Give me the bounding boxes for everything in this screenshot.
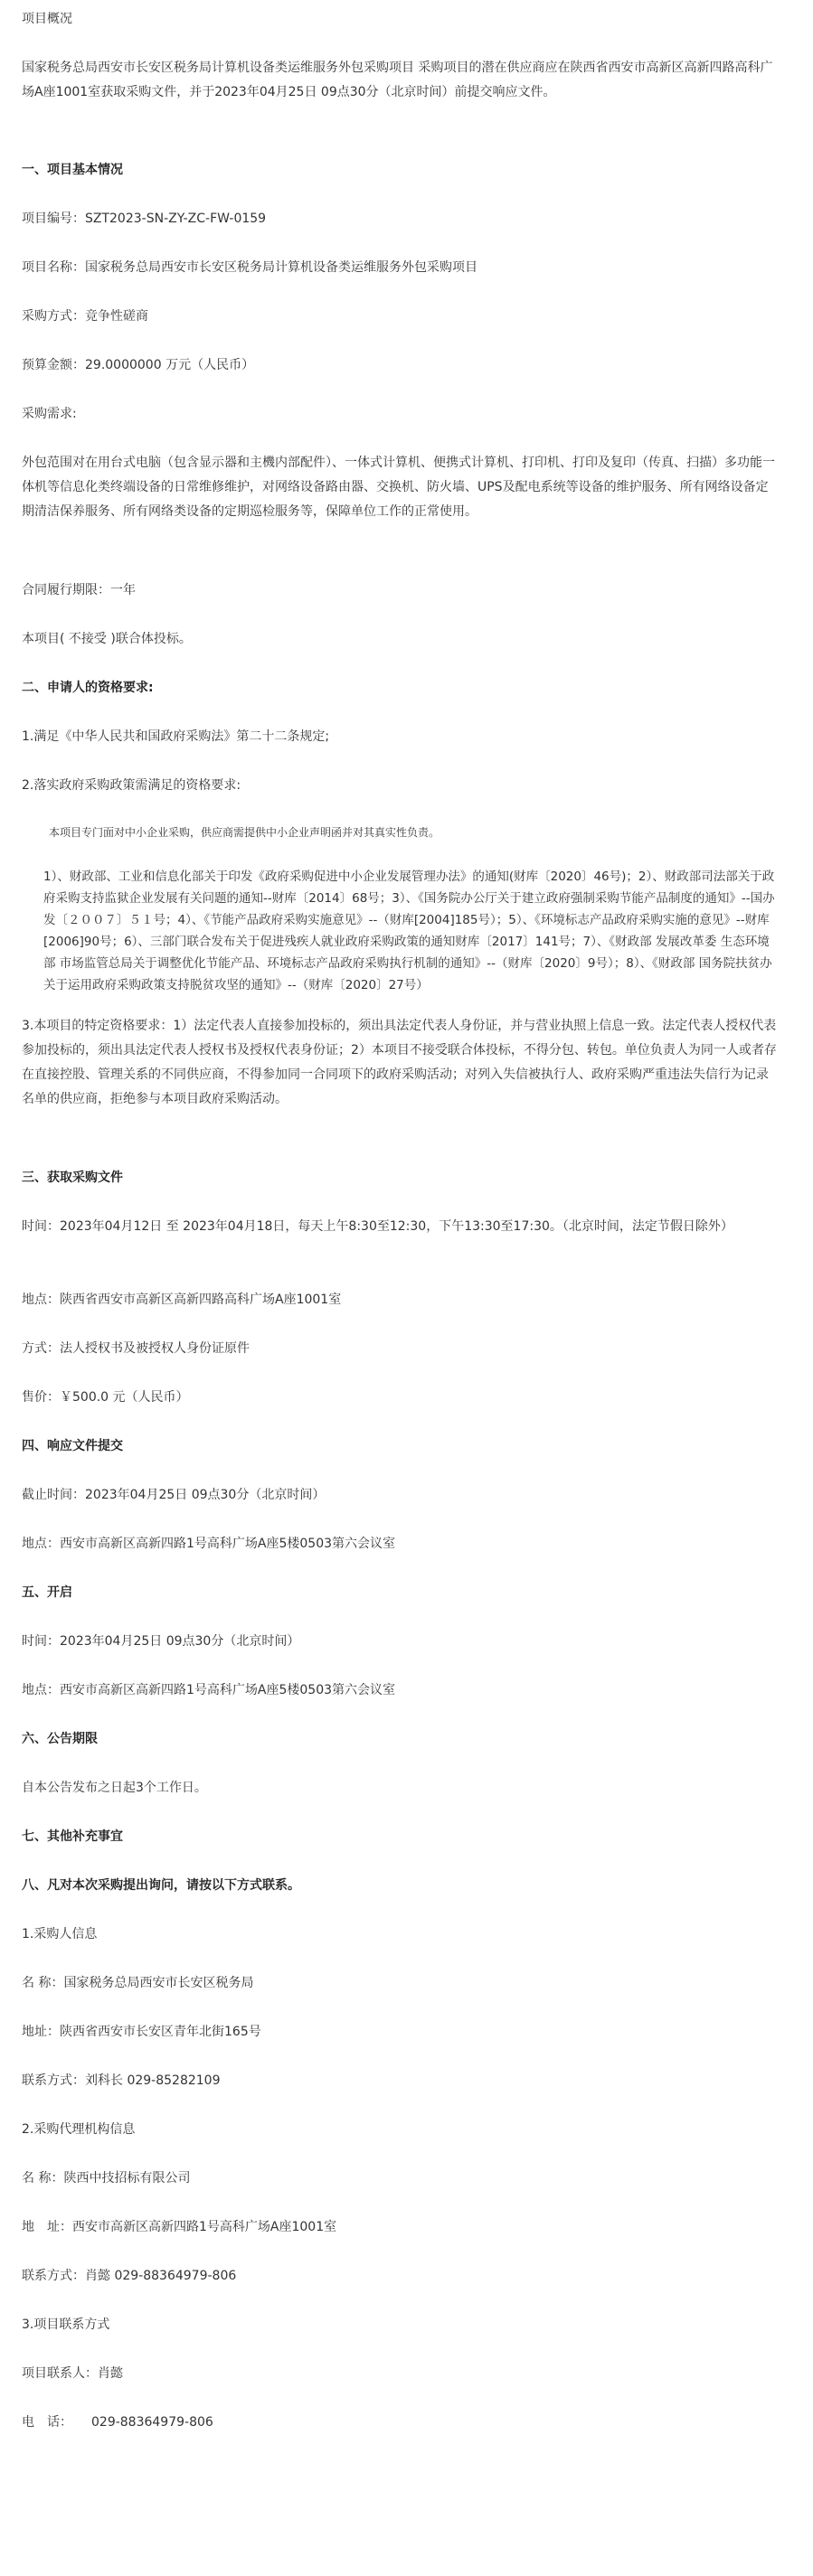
buyer-contact: 联系方式：刘科长 029-85282109 xyxy=(22,2073,221,2088)
project-name: 项目名称：国家税务总局西安市长安区税务局计算机设备类运维服务外包采购项目 xyxy=(22,260,477,275)
qualification-item-1: 1.满足《中华人民共和国政府采购法》第二十二条规定; xyxy=(22,729,330,744)
obtain-place: 地点：陕西省西安市高新区高新四路高科广场A座1001室 xyxy=(22,1293,342,1307)
submission-deadline: 截止时间：2023年04月25日 09点30分（北京时间） xyxy=(22,1488,326,1502)
sme-note: 本项目专门面对中小企业采购，供应商需提供中小企业声明函并对其真实性负责。 xyxy=(49,826,440,839)
buyer-heading: 1.采购人信息 xyxy=(22,1927,98,1941)
obtain-time: 时间：2023年04月12日 至 2023年04月18日，每天上午8:30至12:30，下午13:30至17:30。（北京时间，法定节假日除外） xyxy=(22,1219,733,1234)
document-price: 售价：￥500.0 元（人民币） xyxy=(22,1390,189,1405)
opening-time: 时间：2023年04月25日 09点30分（北京时间） xyxy=(22,1634,300,1649)
section-6-heading: 六、公告期限 xyxy=(22,1732,98,1746)
buyer-name: 名 称：国家税务总局西安市长安区税务局 xyxy=(22,1976,254,1990)
obtain-way: 方式：法人授权书及被授权人身份证原件 xyxy=(22,1341,250,1356)
project-contact-heading: 3.项目联系方式 xyxy=(22,2317,110,2332)
agency-contact: 联系方式：肖懿 029-88364979-806 xyxy=(22,2269,237,2283)
contract-period: 合同履行期限：一年 xyxy=(22,583,136,597)
qualification-item-2: 2.落实政府采购政策需满足的资格要求: xyxy=(22,778,241,793)
section-5-heading: 五、开启 xyxy=(22,1585,72,1600)
opening-place: 地点：西安市高新区高新四路1号高科广场A座5楼0503第六会议室 xyxy=(22,1683,396,1697)
agency-address: 地 址：西安市高新区高新四路1号高科广场A座1001室 xyxy=(22,2220,337,2234)
project-contact-person: 项目联系人：肖懿 xyxy=(22,2366,123,2381)
overview-text: 国家税务总局西安市长安区税务局计算机设备类运维服务外包采购项目 采购项目的潜在供应商应在陕西省西安市高新区高新四路高科广场A座1001室获取采购文件，并于2023年04月25日 09点30分（北京时间）前提交响应文件。 xyxy=(22,61,773,99)
qualification-item-3: 3.本项目的特定资格要求：1）法定代表人直接参加投标的，须出具法定代表人身份证，并与营业执照上信息一致。法定代表人授权代表参加投标的，须出具法定代表人授权书及授权代表身份证；2）本项目不接受联合体投标，不得分包、转包。单位负责人为同一人或者存在直接控股、管理关系的不同供应商，不得参加同一合同项下的政府采购活动；对列入失信被执行人、政府采购严重违法失信行为记录名单的供应商，拒绝参与本项目政府采购活动。 xyxy=(22,1019,777,1106)
policy-list: 1）、财政部、工业和信息化部关于印发《政府采购促进中小企业发展管理办法》的通知(财库〔2020〕46号)；2）、财政部司法部关于政府采购支持监狱企业发展有关问题的通知--财库〔2014〕68号；3）、《国务院办公厅关于建立政府强制采购节能产品制度的通知》--国办发〔２００７〕５１号；4）、《节能产品政府采购实施意见》--（财库[2004]185号）；5）、《环境标志产品政府采购实施的意见》--财库[2006]90号；6）、三部门联合发布关于促进残疾人就业政府采购政策的通知财库〔2017〕141号；7）、《财政部 发展改革委 生态环境部 市场监管总局关于调整优化节能产品、环境标志产品政府采购执行机制的通知》--（财库〔2020〕9号）；8）、《财政部 国务院扶贫办关于运用政府采购政策支持脱贫攻坚的通知》--（财库〔2020〕27号） xyxy=(43,870,775,992)
requirement-label: 采购需求: xyxy=(22,407,77,421)
section-8-heading: 八、凡对本次采购提出询问，请按以下方式联系。 xyxy=(22,1878,300,1893)
buyer-address: 地址：陕西省西安市长安区青年北街165号 xyxy=(22,2025,261,2039)
section-3-heading: 三、获取采购文件 xyxy=(22,1170,123,1185)
requirement-text: 外包范围对在用台式电脑（包含显示器和主機内部配件）、一体式计算机、便携式计算机、打印机、打印及复印（传真、扫描）多功能一体机等信息化类终端设备的日常维修维护，对网络设备路由器、交换机、防火墙、UPS及配电系统等设备的维护服务、所有网络设备定期清洁保养服务、所有网络类设备的定期巡检服务等，保障单位工作的正常使用。 xyxy=(22,456,775,519)
project-number: 项目编号：SZT2023-SN-ZY-ZC-FW-0159 xyxy=(22,212,267,226)
submission-place: 地点：西安市高新区高新四路1号高科广场A座5楼0503第六会议室 xyxy=(22,1537,396,1551)
consortium-note: 本项目( 不接受 )联合体投标。 xyxy=(22,632,192,646)
section-7-heading: 七、其他补充事宜 xyxy=(22,1829,123,1844)
section-4-heading: 四、响应文件提交 xyxy=(22,1439,123,1453)
project-contact-phone: 电 话： 029-88364979-806 xyxy=(22,2415,213,2430)
section-1-heading: 一、项目基本情况 xyxy=(22,163,123,177)
budget-amount: 预算金额：29.0000000 万元（人民币） xyxy=(22,358,255,372)
agency-heading: 2.采购代理机构信息 xyxy=(22,2122,136,2137)
overview-heading: 项目概况 xyxy=(22,12,72,26)
notice-period: 自本公告发布之日起3个工作日。 xyxy=(22,1781,207,1795)
agency-name: 名 称：陕西中技招标有限公司 xyxy=(22,2171,191,2186)
section-2-heading: 二、申请人的资格要求: xyxy=(22,681,154,695)
procurement-method: 采购方式：竞争性磋商 xyxy=(22,309,148,324)
